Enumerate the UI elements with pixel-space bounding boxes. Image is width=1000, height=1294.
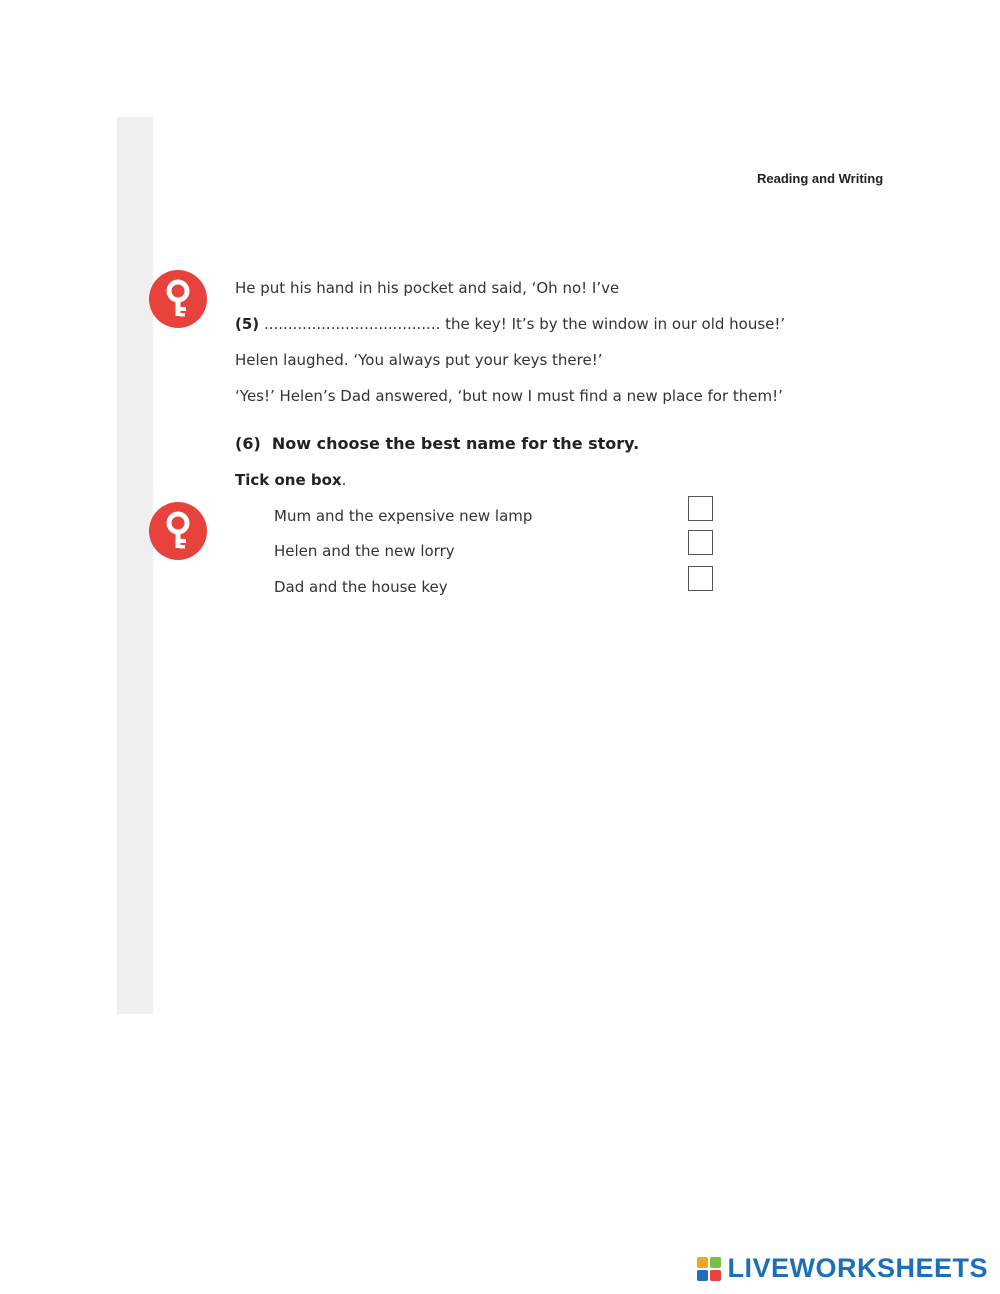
- key-icon: [149, 502, 207, 560]
- question-6-instruction: [235, 471, 346, 489]
- question-6-number: (6): [235, 434, 261, 453]
- instruction-end: .: [341, 471, 347, 489]
- worksheet-page: [117, 117, 907, 1014]
- story-line-3: Helen laughed. ‘You always put your keys there!’: [235, 351, 603, 369]
- question-5-blank[interactable]: .....................................: [263, 315, 441, 333]
- option-1-checkbox[interactable]: [688, 496, 713, 521]
- brand-footer: [697, 1253, 988, 1284]
- story-line-4: ‘Yes!’ Helen’s Dad answered, ‘but now I must find a new place for them!’: [235, 387, 783, 405]
- scan-edge-strip: [117, 117, 153, 1014]
- question-6-heading: [235, 434, 639, 453]
- brand-name: LIVEWORKSHEETS: [727, 1253, 988, 1283]
- option-3-checkbox[interactable]: [688, 566, 713, 591]
- liveworksheets-logo-icon: [697, 1257, 721, 1281]
- key-icon: [149, 270, 207, 328]
- option-2-label: Helen and the new lorry: [274, 542, 455, 560]
- question-6-prompt: Now choose the best name for the story.: [271, 434, 640, 453]
- story-line-1: He put his hand in his pocket and said, ‘Oh no! I’ve: [235, 279, 620, 297]
- section-header: Reading and Writing: [757, 171, 884, 186]
- question-5-number: (5): [235, 315, 260, 333]
- story-line-2: [235, 315, 785, 333]
- option-2-checkbox[interactable]: [688, 530, 713, 555]
- story-line-2-text: the key! It’s by the window in our old house!’: [445, 315, 786, 333]
- option-1-label: Mum and the expensive new lamp: [274, 507, 533, 525]
- instruction-bold: Tick one box: [235, 471, 342, 489]
- option-3-label: Dad and the house key: [274, 578, 448, 596]
